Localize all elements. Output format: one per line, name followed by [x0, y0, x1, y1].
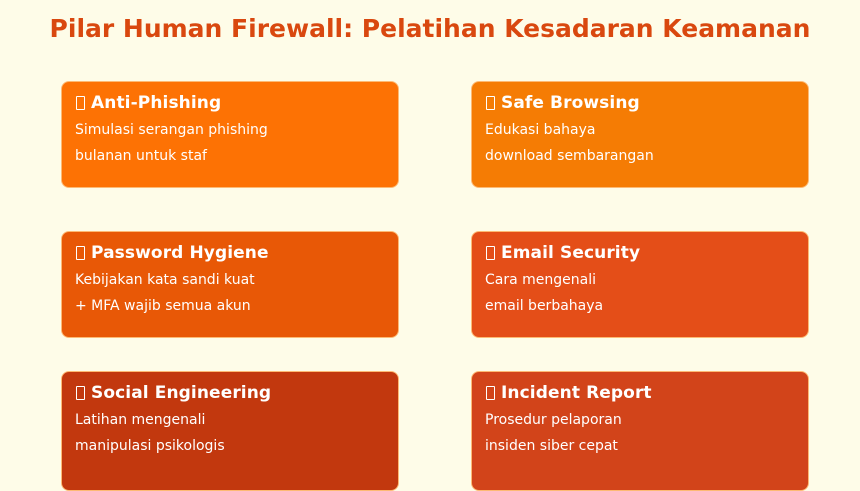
card-line: download sembarangan [485, 148, 654, 164]
missing-glyph-icon [486, 246, 495, 260]
card-title: Anti-Phishing [91, 93, 222, 113]
card-title: Password Hygiene [91, 243, 269, 263]
card-anti-phishing [61, 81, 399, 188]
card-social-engineering [61, 371, 399, 491]
card-line: Cara mengenali [485, 272, 596, 288]
card-title: Email Security [501, 243, 641, 263]
card-line: Simulasi serangan phishing [75, 122, 268, 138]
missing-glyph-icon [76, 246, 85, 260]
missing-glyph-icon [486, 386, 495, 400]
card-line: Prosedur pelaporan [485, 412, 622, 428]
card-password-hygiene [61, 231, 399, 338]
card-title: Safe Browsing [501, 93, 640, 113]
card-title: Social Engineering [91, 383, 272, 403]
card-line: Edukasi bahaya [485, 122, 596, 138]
card-line: Latihan mengenali [75, 412, 206, 428]
missing-glyph-icon [76, 386, 85, 400]
card-line: insiden siber cepat [485, 438, 618, 454]
card-line: Kebijakan kata sandi kuat [75, 272, 255, 288]
page-title: Pilar Human Firewall: Pelatihan Kesadaran Keamanan [49, 14, 811, 43]
card-title: Incident Report [501, 383, 652, 403]
missing-glyph-icon [76, 96, 85, 110]
card-line: manipulasi psikologis [75, 438, 225, 454]
card-incident-report [471, 371, 809, 491]
missing-glyph-icon [486, 96, 495, 110]
card-line: email berbahaya [485, 298, 604, 314]
card-line: bulanan untuk staf [75, 148, 207, 164]
card-safe-browsing [471, 81, 809, 188]
card-line: + MFA wajib semua akun [75, 298, 251, 314]
card-email-security [471, 231, 809, 338]
